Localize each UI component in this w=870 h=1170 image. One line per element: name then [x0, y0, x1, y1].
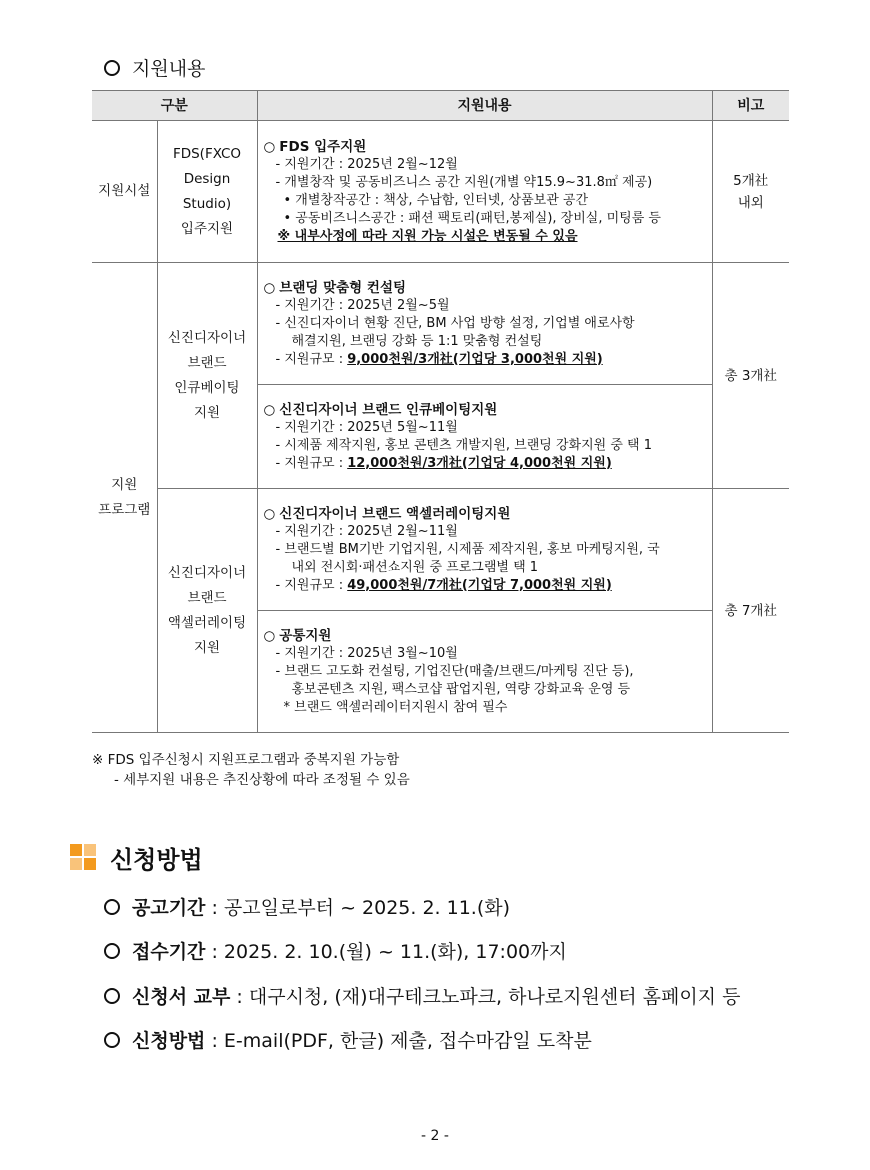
circle-bullet-icon [104, 1032, 120, 1048]
content-line: - 개별창작 및 공동비즈니스 공간 지원(개별 약15.9~31.8㎡ 제공) [275, 174, 653, 190]
content-line: * 브랜드 액셀러레이터지원시 참여 필수 [283, 699, 508, 715]
subcategory-acceleration [157, 489, 257, 733]
subcategory-line: 브랜드 [187, 589, 227, 606]
table-footnote [92, 750, 410, 790]
note-line: 내외 [737, 194, 764, 211]
subcategory-fds [157, 121, 257, 263]
apply-item-value: : 공고일로부터 ~ 2025. 2. 11.(화) [205, 897, 511, 919]
subcategory-line: 신진디자이너 [167, 329, 247, 346]
scale-prefix: - 지원규모 : [275, 455, 348, 471]
warning-text: ※ 내부사정에 따라 지원 가능 시설은 변동될 수 있음 [277, 228, 578, 244]
content-line: - 지원기간 : 2025년 2월~11월 [275, 523, 458, 539]
warning-line [264, 228, 708, 246]
block-title [264, 627, 708, 645]
scale-value: 49,000천원/7개社(기업당 7,000천원 지원) [347, 577, 612, 593]
content-line: - 지원기간 : 2025년 2월~5월 [275, 297, 450, 313]
header-content: 지원내용 [257, 91, 712, 121]
apply-item-value: : 2025. 2. 10.(월) ~ 11.(화), 17:00까지 [205, 941, 567, 963]
content-line: - 지원기간 : 2025년 3월~10월 [275, 645, 458, 661]
content-line: - 지원기간 : 2025년 2월~12월 [275, 156, 458, 172]
table-row [92, 263, 789, 385]
apply-item-key: 신청서 교부 [132, 986, 231, 1008]
table-header-row [92, 91, 789, 121]
content-line: - 브랜드별 BM기반 기업지원, 시제품 제작지원, 홍보 마케팅지원, 국 [275, 541, 660, 557]
content-line: - 브랜드 고도화 컨설팅, 기업진단(매출/브랜드/마케팅 진단 등), [275, 663, 634, 679]
content-bullet: • 개별창작공간 : 책상, 수납함, 인터넷, 상품보관 공간 [283, 192, 589, 208]
block-title-text: 브랜딩 맞춤형 컨설팅 [279, 279, 407, 296]
block-title [264, 401, 708, 419]
circle-bullet-icon [104, 60, 120, 76]
apply-item-value: : E-mail(PDF, 한글) 제출, 접수마감일 도착분 [205, 1030, 592, 1052]
subcategory-line: 신진디자이너 [167, 564, 247, 581]
scale-line [264, 455, 708, 473]
subcategory-line: 입주지원 [180, 220, 234, 237]
scale-value: 9,000천원/3개社(기업당 3,000천원 지원) [347, 351, 603, 367]
content-fds [257, 121, 712, 263]
subcategory-line: Design Studio) [182, 170, 232, 212]
note-acceleration: 총 7개社 [712, 489, 789, 733]
footnote-line: - 세부지원 내용은 추진상황에 따라 조정될 수 있음 [114, 772, 410, 788]
block-title-text: 공통지원 [279, 627, 332, 644]
open-circle-icon: ○ [263, 505, 276, 522]
scale-value: 12,000천원/3개社(기업당 4,000천원 지원) [347, 455, 612, 471]
open-circle-icon: ○ [263, 627, 276, 644]
page-number: - 2 - [421, 1128, 449, 1144]
content-line: - 신진디자이너 현황 진단, BM 사업 방향 설정, 기업별 애로사항 [275, 315, 635, 331]
category-line: 프로그램 [98, 501, 151, 518]
circle-bullet-icon [104, 899, 120, 915]
content-incubation-support [257, 385, 712, 489]
support-table [92, 90, 789, 733]
table-row [92, 489, 789, 611]
category-program [92, 263, 157, 733]
apply-title-text: 신청방법 [110, 845, 203, 874]
apply-item [104, 1026, 592, 1053]
apply-item [104, 982, 740, 1009]
note-incubation: 총 3개社 [712, 263, 789, 489]
block-title-text: 신진디자이너 브랜드 액셀러레이팅지원 [279, 505, 511, 522]
block-title [264, 279, 708, 297]
circle-bullet-icon [104, 943, 120, 959]
content-line: - 시제품 제작지원, 홍보 콘텐츠 개발지원, 브랜딩 강화지원 중 택 1 [275, 437, 653, 453]
apply-item-key: 공고기간 [132, 897, 206, 919]
section-heading-text: 지원내용 [132, 58, 206, 80]
note-fds [712, 121, 789, 263]
block-title-text: FDS 입주지원 [279, 138, 367, 155]
category-line: 지원 [111, 476, 138, 493]
scale-line [264, 351, 708, 369]
circle-bullet-icon [104, 988, 120, 1004]
subcategory-line: 브랜드 [187, 354, 227, 371]
block-title [264, 138, 708, 156]
orange-squares-icon [70, 844, 96, 870]
note-line: 5개社 [733, 172, 769, 189]
subcategory-line: 지원 [193, 639, 221, 656]
open-circle-icon: ○ [263, 138, 276, 155]
section-heading [104, 54, 205, 81]
content-line: 해결지원, 브랜딩 강화 등 1:1 맞춤형 컨설팅 [291, 333, 543, 349]
content-acceleration-support [257, 489, 712, 611]
open-circle-icon: ○ [263, 401, 276, 418]
header-category: 구분 [92, 91, 257, 121]
apply-item-key: 신청방법 [132, 1030, 206, 1052]
apply-item [104, 893, 510, 920]
table-row [92, 121, 789, 263]
content-common-support [257, 611, 712, 733]
subcategory-incubation [157, 263, 257, 489]
category-facility: 지원시설 [92, 121, 157, 263]
scale-line [264, 577, 708, 595]
content-line: - 지원기간 : 2025년 5월~11월 [275, 419, 458, 435]
subcategory-line: FDS(FXCO [172, 145, 242, 162]
content-line: 홍보콘텐츠 지원, 팩스코샵 팝업지원, 역량 강화교육 운영 등 [291, 681, 631, 697]
apply-item-value: : 대구시청, (재)대구테크노파크, 하나로지원센터 홈페이지 등 [230, 986, 741, 1008]
footnote-line: ※ FDS 입주신청시 지원프로그램과 중복지원 가능함 [92, 752, 400, 768]
subcategory-line: 인큐베이팅 [174, 379, 240, 396]
content-branding-consulting [257, 263, 712, 385]
scale-prefix: - 지원규모 : [275, 351, 348, 367]
scale-prefix: - 지원규모 : [275, 577, 348, 593]
block-title-text: 신진디자이너 브랜드 인큐베이팅지원 [279, 401, 498, 418]
header-note: 비고 [712, 91, 789, 121]
apply-section-title [70, 840, 203, 874]
open-circle-icon: ○ [263, 279, 276, 296]
block-title [264, 505, 708, 523]
subcategory-line: 지원 [193, 404, 221, 421]
content-bullet: • 공동비즈니스공간 : 패션 팩토리(패턴,봉제실), 장비실, 미팅룸 등 [283, 210, 661, 226]
apply-item-key: 접수기간 [132, 941, 206, 963]
subcategory-line: 액셀러레이팅 [167, 614, 247, 631]
apply-item [104, 937, 567, 964]
content-line: 내외 전시회·패션쇼지원 중 프로그램별 택 1 [291, 559, 539, 575]
